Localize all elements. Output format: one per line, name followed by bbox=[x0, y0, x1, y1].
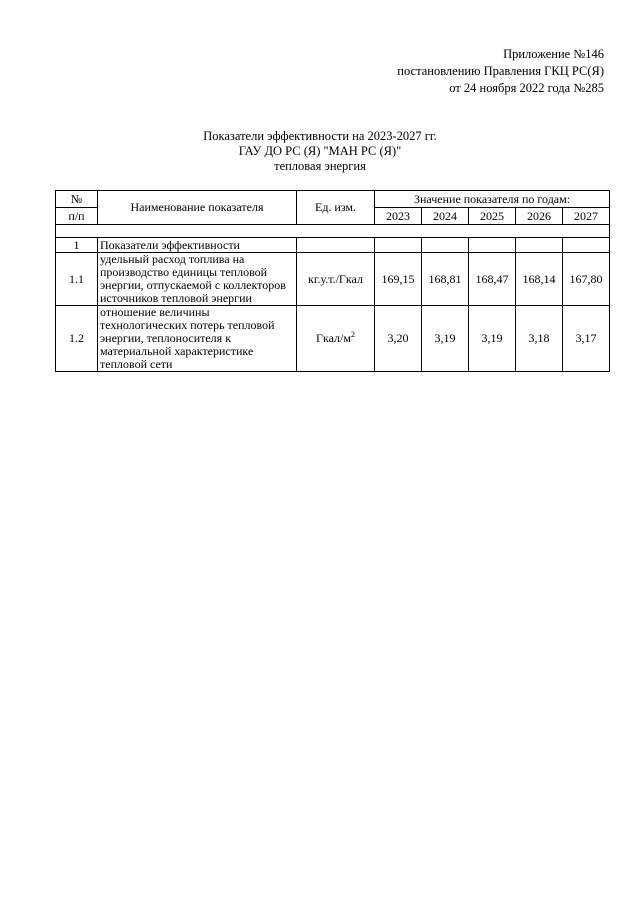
indicators-table bbox=[55, 190, 610, 372]
section-name: Показатели эффективности bbox=[98, 238, 297, 253]
document-title bbox=[0, 129, 640, 174]
row-value: 168,14 bbox=[516, 253, 563, 306]
table-row bbox=[56, 253, 610, 306]
table-row bbox=[56, 306, 610, 372]
header-unit: Ед. изм. bbox=[297, 191, 375, 225]
title-line-3: тепловая энергия bbox=[274, 159, 366, 173]
section-num: 1 bbox=[56, 238, 98, 253]
row-value: 167,80 bbox=[563, 253, 610, 306]
row-value: 3,19 bbox=[422, 306, 469, 372]
header-row-1 bbox=[56, 191, 610, 208]
row-value: 3,18 bbox=[516, 306, 563, 372]
header-name: Наименование показателя bbox=[98, 191, 297, 225]
row-unit-text: Гкал/м bbox=[316, 331, 351, 345]
title-line-2: ГАУ ДО РС (Я) "МАН РС (Я)" bbox=[238, 144, 402, 158]
spacer-row bbox=[56, 225, 610, 238]
row-value: 169,15 bbox=[375, 253, 422, 306]
row-value: 3,19 bbox=[469, 306, 516, 372]
header-num-bottom: п/п bbox=[56, 208, 98, 225]
row-value: 168,47 bbox=[469, 253, 516, 306]
header-values-group: Значение показателя по годам: bbox=[375, 191, 610, 208]
appendix-line-2: постановлению Правления ГКЦ РС(Я) bbox=[397, 64, 604, 78]
appendix-line-1: Приложение №146 bbox=[503, 47, 604, 61]
header-year: 2027 bbox=[563, 208, 610, 225]
row-num: 1.1 bbox=[56, 253, 98, 306]
appendix-line-3: от 24 ноября 2022 года №285 bbox=[449, 81, 604, 95]
header-year: 2026 bbox=[516, 208, 563, 225]
header-year: 2023 bbox=[375, 208, 422, 225]
header-year: 2024 bbox=[422, 208, 469, 225]
title-line-1: Показатели эффективности на 2023-2027 гг. bbox=[203, 129, 437, 143]
section-row bbox=[56, 238, 610, 253]
header-year: 2025 bbox=[469, 208, 516, 225]
row-value: 3,17 bbox=[563, 306, 610, 372]
row-unit: кг.у.т./Гкал bbox=[297, 253, 375, 306]
row-unit-superscript: 2 bbox=[350, 330, 355, 339]
row-num: 1.2 bbox=[56, 306, 98, 372]
row-value: 3,20 bbox=[375, 306, 422, 372]
row-name: удельный расход топлива на производство единицы тепловой энергии, отпускаемой с коллекторов источников тепловой энергии bbox=[98, 253, 297, 306]
header-num-top: № bbox=[56, 191, 98, 208]
row-value: 168,81 bbox=[422, 253, 469, 306]
appendix-header bbox=[397, 46, 604, 97]
row-unit bbox=[297, 306, 375, 372]
row-name: отношение величины технологических потерь тепловой энергии, теплоносителя к материальной характеристике тепловой сети bbox=[98, 306, 297, 372]
